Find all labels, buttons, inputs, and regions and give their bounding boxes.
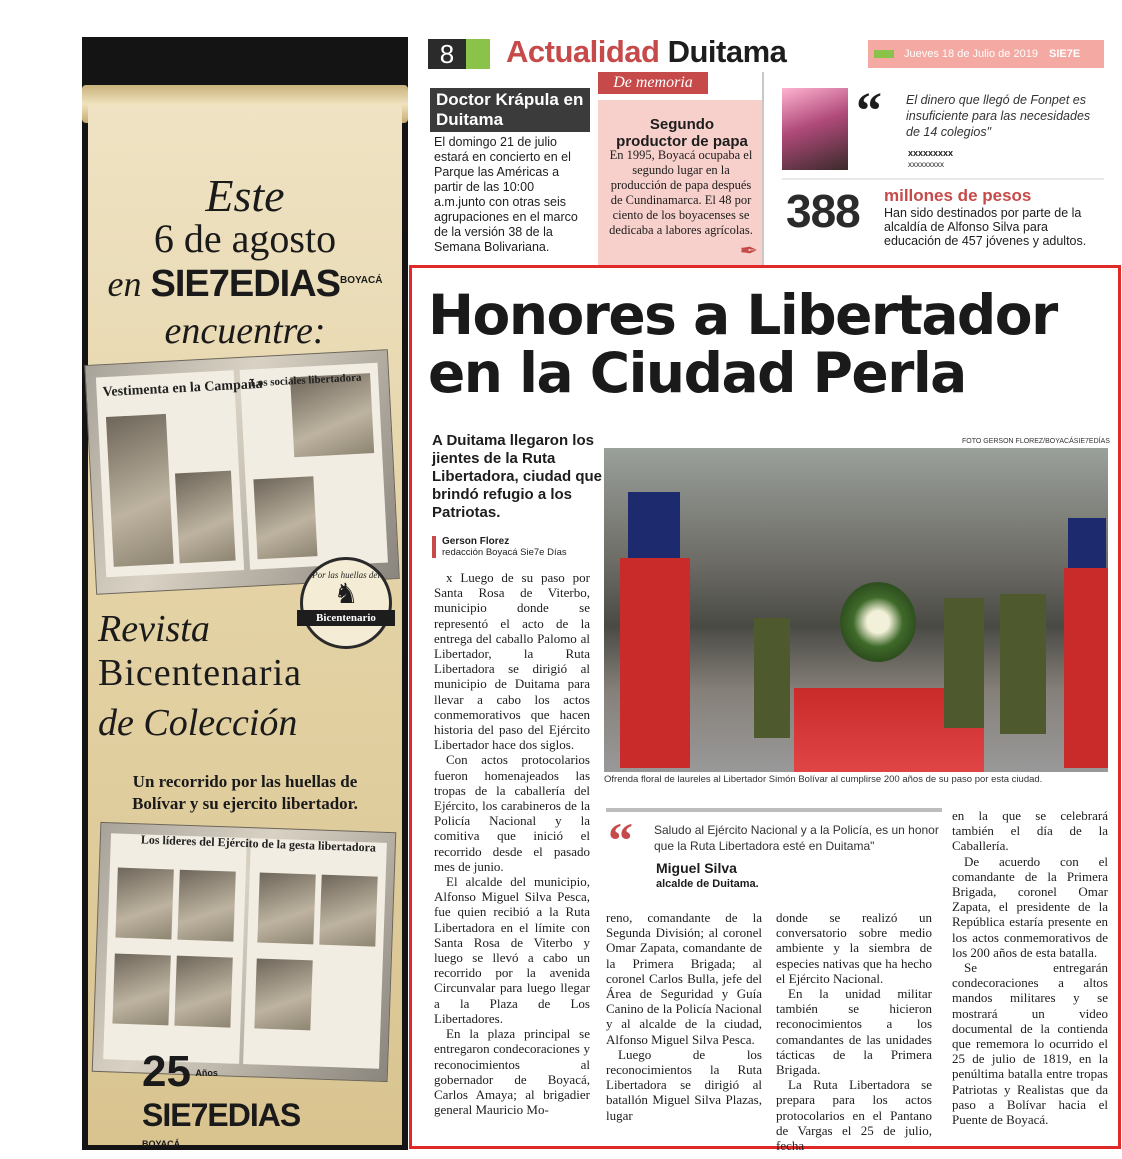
- photo-caption: Ofrenda floral de laureles al Libertador Simón Bolívar al cumplirse 200 años de su paso por esta ciudad.: [604, 774, 1043, 785]
- horse-rider-icon: ♞: [333, 579, 359, 610]
- stat-text: Han sido destinados por parte de la alcaldía de Alfonso Silva para educación de 457 jóvenes y adultos.: [884, 206, 1087, 248]
- page-number-accent: [466, 39, 490, 69]
- magazine-page-left: [103, 833, 247, 1064]
- quote-mark-icon: “: [608, 812, 633, 868]
- paragraph: En la unidad militar también se hicieron reconocimientos a los comandantes de las unidades tácticas de la Primera Brigada.: [776, 986, 932, 1078]
- ad-brand-logo: SIE7EDIAS: [150, 263, 341, 305]
- guard-figure: [1064, 568, 1108, 768]
- headline-line-1: Honores a Libertador: [428, 283, 1057, 347]
- quote-author: xxxxxxxxx: [908, 148, 954, 158]
- quote-mark-icon: “: [856, 83, 882, 140]
- pull-quote-text: Saludo al Ejército Nacional y a la Policía, es un honor que la Ruta Libertadora esté en Duitama": [654, 823, 939, 853]
- stat-unit: millones de pesos: [884, 186, 1032, 205]
- magazine-leaders-title: Los líderes del Ejército de la gesta libertadora: [140, 832, 377, 855]
- issue-date: Jueves 18 de Julio de 2019: [904, 48, 1038, 60]
- magazine-photo: [177, 870, 235, 942]
- header-brand: SIE7E DIAS: [904, 48, 1081, 88]
- guard-figure: [620, 558, 690, 768]
- pull-quote-author: Miguel Silva: [656, 860, 737, 876]
- magazine-photo: [112, 953, 170, 1025]
- pull-quote: [606, 808, 942, 902]
- magazine-photo: [257, 873, 315, 945]
- seal-band-text: Bicentenario: [297, 610, 395, 626]
- laurel-wreath: [840, 582, 916, 662]
- ad-revista-text: Revista: [98, 608, 210, 650]
- ad-recorrido-text: Un recorrido por las huellas de Bolívar y su ejercito libertador.: [132, 772, 358, 813]
- quote-text: El dinero que llegó de Fonpet es insuficiente para las necesidades de 14 colegios": [906, 93, 1091, 139]
- magazine-photo: [106, 414, 174, 567]
- article-byline: [432, 536, 604, 558]
- magazine-page-right: [240, 363, 388, 570]
- article-column-2: [606, 910, 762, 1123]
- de-memoria-box: [598, 72, 764, 268]
- paragraph: Se entregarán condecoraciones a altos mandos militares y se mostrará un video documental de la contienda que rememora lo ocurrido el 25 de julio de 1819, en la penúltima batalla entre tropas Patriotas y Realistas que da paso a Bolívar hacia el Puente de Boyacá.: [952, 960, 1108, 1128]
- logo-sub: BOYACÁ: [142, 1139, 181, 1149]
- soldier-figure: [944, 598, 984, 728]
- headline-line-2: en la Ciudad Perla: [428, 341, 966, 405]
- author-role: redacción Boyacá Sie7e Días: [442, 547, 567, 558]
- sie7edias-25-anos-logo: [142, 1047, 342, 1152]
- ad-brand-sub: BOYACÁ: [340, 275, 383, 286]
- magazine-left-title: Vestimenta en la Campaña: [102, 376, 263, 401]
- magazine-photo: [253, 476, 317, 559]
- magazine-page-right: [243, 838, 387, 1069]
- logo-brand: SIE7EDIAS: [142, 1097, 301, 1133]
- section-title: [506, 34, 786, 70]
- magazine-image-leaders: [92, 822, 397, 1082]
- ad-encuentre-text: encuentre:: [164, 310, 326, 352]
- soldier-figure: [1000, 594, 1046, 734]
- brief-title: Doctor Krápula en Duitama: [430, 88, 590, 132]
- main-article: [409, 265, 1121, 1154]
- article-column-1: [434, 570, 590, 1117]
- author-name: Gerson Florez: [442, 536, 510, 547]
- magazine-photo: [175, 471, 236, 564]
- paragraph: en la que se celebrará también el día de la Caballería.: [952, 808, 1108, 854]
- seal-top-text: Por las huellas del: [312, 570, 380, 580]
- magazine-photo: [319, 875, 377, 947]
- memoria-title: Segundo productor de papa: [616, 116, 748, 150]
- quote-role: xxxxxxxxx: [908, 160, 944, 169]
- paragraph: Luego de los reconocimientos la Ruta Libertadora se dirigió al batallón Miguel Silva Plazas, lugar: [606, 1046, 762, 1123]
- magazine-right-title: Los sociales libertadora: [250, 371, 362, 390]
- ad-este-text: Este: [205, 170, 285, 221]
- speaker-photo: [782, 88, 848, 170]
- stat-box: [782, 178, 1104, 266]
- quill-book-icon: ✒: [739, 238, 758, 263]
- article-lead: A Duitama llegaron los jientes de la Ruta Libertadora, ciudad que brindó refugio a los Patriotas.: [432, 432, 603, 521]
- quote-fonpet: [782, 83, 1104, 172]
- paragraph: La Ruta Libertadora se prepara para los actos protocolarios en el Pantano de Vargas el 25 de julio, fecha: [776, 1077, 932, 1154]
- section-title-duitama: Duitama: [667, 34, 787, 69]
- memoria-text: En 1995, Boyacá ocupaba el segundo lugar en la producción de papa después de Cundinamarca. El 48 por ciento de los boyacenses se dedicaba a labores agrícolas.: [609, 148, 753, 237]
- date-band: [868, 40, 1104, 88]
- paragraph: donde se realizó un conversatorio sobre medio ambiente y la siembra de especies nativas que ha hecho el Ejército Nacional.: [776, 910, 932, 986]
- ad-en-text: en: [107, 264, 142, 304]
- ad-coleccion-text: de Colección: [98, 702, 298, 744]
- paragraph: x Luego de su paso por Santa Rosa de Viterbo, municipio donde se representó el acto de la entrega del caballo Palomo al Libertador, la Ruta Libertadora se dirigió al municipio de Duitama para llevar a cabo los actos conmemorativos que hacen historia del paso del Ejército Libertador hace dos siglos.: [434, 570, 590, 753]
- page-number: 8: [428, 39, 466, 69]
- paragraph: Con actos protocolarios fueron homenajeados las tropas de la caballería del Ejército, los carabineros de la Policía Nacional y la comitiva que inició el recorrido desde el pasado mes de junio.: [434, 752, 590, 874]
- paragraph: En la plaza principal se entregaron condecoraciones y reconocimientos al gobernador de Boyacá, Carlos Amaya; al brigadier general Mauricio Mo-: [434, 1026, 590, 1118]
- photo-credit: FOTO GERSON FLOREZ/BOYACÁSIE7EDÍAS: [962, 438, 1110, 445]
- brief-text: El domingo 21 de julio estará en concierto en el Parque las Américas a partir de las 10:00 a.m.junto con otras seis agrupaciones en el marco de la versión 38 de la Semana Bolivariana.: [434, 135, 578, 254]
- brief-doctor-krapula: [430, 88, 590, 264]
- ceremony-photo: [604, 448, 1108, 772]
- ad-en-brand-line: [82, 263, 408, 306]
- section-title-actualidad: Actualidad: [506, 34, 660, 69]
- advertisement-revista-bicentenaria: [82, 37, 408, 1150]
- paragraph: De acuerdo con el comandante de la Primera Brigada, coronel Omar Zapata, el presidente de la República estaría presente en los actos conmemorativos de los 200 años de esta batalla.: [952, 853, 1108, 960]
- guard-helmet: [1068, 518, 1106, 568]
- article-headline: [428, 283, 1108, 405]
- paragraph: reno, comandante de la Segunda División; al coronel Omar Zapata, comandante de la Primera Brigada; al coronel Carlos Bulla, jefe del Área de Seguridad y Guía Canino de la Policía Nacional y al alcalde de la ciudad, Alfonso Miguel Silva Pesca.: [606, 910, 762, 1047]
- soldier-figure: [754, 618, 790, 738]
- pull-quote-role: alcalde de Duitama.: [656, 878, 759, 890]
- magazine-photo: [115, 868, 173, 940]
- memoria-tag: De memoria: [598, 72, 708, 94]
- magazine-photo: [174, 956, 232, 1028]
- logo-number: 25: [142, 1047, 191, 1096]
- article-column-4: [952, 808, 1108, 1127]
- stat-number: 388: [786, 185, 860, 237]
- logo-anos: Años: [195, 1068, 218, 1079]
- magazine-page-left: [96, 370, 244, 577]
- paragraph: El alcalde del municipio, Alfonso Miguel Silva Pesca, fue quien recibió a la Ruta Libertadora en el límite con Santa Rosa de Viterbo y luego se llevó a cabo un recorrido por la avenida Circunvalar para luego llegar a la Plaza de Los Libertadores.: [434, 874, 590, 1026]
- article-column-3: [776, 910, 932, 1153]
- ad-date-text: 6 de agosto: [153, 216, 337, 261]
- ad-bicentenaria-text: Bicentenaria: [98, 652, 303, 694]
- magazine-photo: [254, 958, 312, 1030]
- guard-helmet: [628, 492, 680, 558]
